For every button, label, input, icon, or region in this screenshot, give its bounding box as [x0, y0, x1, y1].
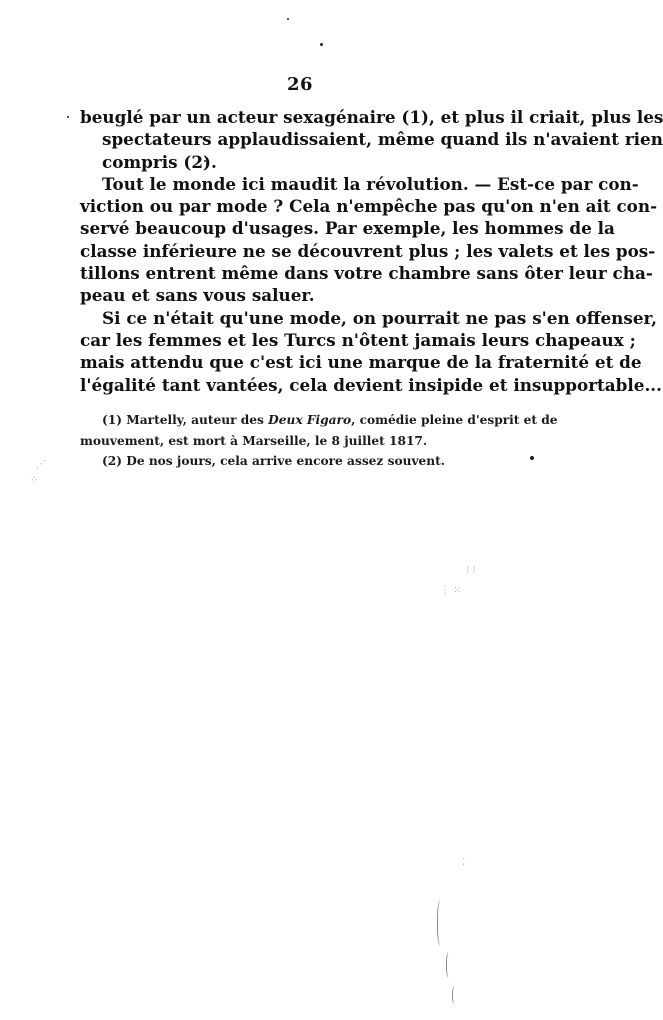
- footnotes: [80, 410, 558, 472]
- text-line: car les femmes et les Turcs n'ôtent jamais leurs chapeaux ;: [80, 329, 636, 350]
- bleed-marks-left-2: ⁘: [30, 475, 39, 486]
- margin-scratch-1: [437, 900, 446, 946]
- bleed-marks-right-2: ⋮ ⁙: [440, 585, 462, 596]
- bleed-marks-left: ⋰: [36, 459, 46, 470]
- paragraph-start: Tout le monde ici maudit la révolution. — Est-ce par con-: [102, 173, 639, 194]
- text-line: l'égalité tant vantées, cela devient insipide et insupportable...: [80, 374, 662, 395]
- text-line: viction ou par mode ? Cela n'empêche pas qu'on n'en ait con-: [80, 196, 658, 217]
- footnote-1-prefix: (1) Martelly, auteur des: [102, 413, 269, 427]
- text-line: beuglé par un acteur sexagénaire (1), et plus il criait, plus les: [80, 107, 663, 127]
- ink-speck-left: [67, 116, 69, 118]
- footnote-1: [80, 410, 558, 431]
- text-line: compris (2).: [102, 151, 217, 172]
- margin-scratch-3: [452, 986, 459, 1004]
- footnote-1-continued: mouvement, est mort à Marseille, le 8 juillet 1817.: [80, 433, 428, 448]
- ink-speck-right: [530, 456, 534, 460]
- text-line: tillons entrent même dans votre chambre sans ôter leur cha-: [80, 263, 653, 284]
- text-line: spectateurs applaudissaient, même quand ils n'avaient rien: [102, 129, 663, 150]
- paragraph-start: Si ce n'était qu'une mode, on pourrait ne pas s'en offenser,: [102, 307, 657, 328]
- text-line: servé beaucoup d'usages. Par exemple, les hommes de la: [80, 218, 615, 239]
- footnote-1-work-title: Deux Figaro: [268, 413, 352, 427]
- margin-scratch-2: [446, 952, 453, 978]
- main-text: [80, 106, 663, 396]
- text-line: classe inférieure ne se découvrent plus ; les valets et les pos-: [80, 240, 656, 261]
- ink-speck-top-small: [287, 18, 289, 20]
- bleed-marks-right: ⁝ ⁝: [466, 565, 476, 576]
- bleed-mark-lower: ⁚: [462, 857, 466, 868]
- text-line: mais attendu que c'est ici une marque de la fraternité et de: [80, 352, 642, 373]
- footnote-2: (2) De nos jours, cela arrive encore assez souvent.: [102, 454, 446, 468]
- page-number: 26: [286, 74, 314, 95]
- footnote-1-suffix: , comédie pleine d'esprit et de: [351, 413, 558, 427]
- ink-speck-top: [320, 43, 323, 46]
- text-line: peau et sans vous saluer.: [80, 285, 315, 306]
